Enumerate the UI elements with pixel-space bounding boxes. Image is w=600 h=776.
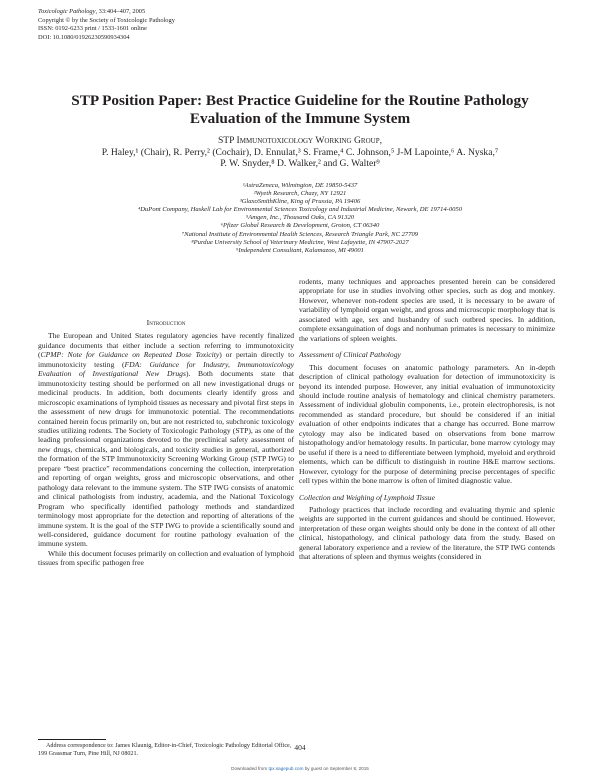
journal-header bbox=[38, 8, 175, 42]
affiliation-9: ⁹Independent Consultant, Kalamazoo, MI 49001 bbox=[236, 246, 364, 254]
title-line-1: STP Position Paper: Best Practice Guideline for the Routine Pathology bbox=[71, 92, 529, 109]
footnote-divider bbox=[38, 739, 106, 740]
clinical-pathology-paragraph: This document focuses on anatomic pathology parameters. An in-depth description of clinical pathology evaluation for detection of immunotoxicity is beyond its intended purpose. However, any initial evaluation of immunotoxicity should include routine analysis of hematology and clinical chemistry parameters. Assessment of individual globulin components, i.e., protein electrophoresis, is not recommended as standard procedure, but should be considered if an initial evaluation of other endpoints indicates that a change has occurred. Bone marrow cytology may also be indicated based on observations from bone marrow histopathology and/or hematology results. In particular, bone marrow cytology may be useful if there is a need to differentiate between lymphoid, myeloid and erythroid elements, which can be difficult to distinguish in routine H&E marrow sections. However, cytology for the purpose of determining precise percentages of specific cell types within the bone marrow is often of limited diagnostic value. bbox=[299, 362, 555, 486]
affiliation-3: ³GlaxoSmithKline, King of Prussia, PA 19406 bbox=[239, 198, 361, 206]
journal-volume: , 33:404–407, 2005 bbox=[95, 8, 146, 15]
author-list bbox=[30, 135, 570, 170]
doi-line: DOI: 10.1080/01926230590934304 bbox=[38, 33, 130, 41]
affiliation-1: ¹AstraZeneca, Wilmington, DE 19850-5437 bbox=[242, 182, 358, 189]
intro-text-b: ) or pertain directly to immunotoxicity testing ( bbox=[38, 350, 294, 369]
copyright-line: Copyright © by the Society of Toxicologic Pathology bbox=[38, 16, 175, 24]
working-group-name: STP Immunotoxicology Working Group, bbox=[217, 135, 383, 146]
intro-fda-title: FDA: Guidance for Industry, Immunotoxicology Evaluation of Investigational New Drugs bbox=[38, 359, 294, 379]
title-line-2: Evaluation of the Immune System bbox=[189, 109, 411, 127]
affiliations bbox=[40, 182, 560, 255]
affiliation-4: ⁴DuPont Company, Haskell Lab for Environmental Sciences Toxicology and Industrial Medicine, Newark, DE 19714-0050 bbox=[137, 206, 463, 214]
affiliation-6: ⁶Pfizer Global Research & Development, Groton, CT 06340 bbox=[220, 222, 380, 230]
affiliation-7: ⁷National Institute of Environmental Health Sciences, Research Triangle Park, NC 27709 bbox=[181, 230, 419, 238]
journal-name: Toxicologic Pathology bbox=[38, 8, 96, 15]
introduction-heading: Introduction bbox=[146, 318, 186, 327]
download-suffix: by guest on September 8, 2015 bbox=[303, 766, 369, 771]
page-number: 404 bbox=[294, 743, 306, 752]
intro-cpmp-title: CPMP: Note for Guidance on Repeated Dose Toxicity bbox=[40, 350, 220, 360]
download-notice bbox=[0, 766, 600, 771]
paper-title bbox=[30, 92, 570, 127]
affiliation-2: ²Wyeth Research, Chazy, NY 12921 bbox=[253, 190, 347, 198]
correspondence-footnote: Address correspondence to: James Klaunig, Editor-in-Chief, Toxicologic Pathology Editorial Office, 199 Grassmar Turn, Pine Hill, NJ 08021. bbox=[38, 743, 292, 757]
lymphoid-tissue-paragraph: Pathology practices that include recording and evaluating thymic and splenic weights are supported in the current guidances and should be continued. However, interpretation of these organ weights should only be done in the context of all other clinical, histopathology, and clinical pathology data from the study. Based on general laboratory experience and a review of the literature, the STP IWG contends that alterations of spleen and thymus weights (considered in bbox=[299, 504, 555, 562]
right-column bbox=[299, 277, 555, 562]
clinical-pathology-heading: Assessment of Clinical Pathology bbox=[299, 350, 401, 360]
intro-text-a: The European and United States regulatory agencies have recently finalized guidance documents that either include a section referring to immunotoxicity ( bbox=[38, 331, 294, 360]
affiliation-5: ⁵Amgen, Inc., Thousand Oaks, CA 91320 bbox=[245, 214, 355, 222]
continued-paragraph: rodents, many techniques and approaches presented herein can be considered appropriate for use in studies involving other species, such as dog and monkey. However, whenever non-rodent species are used, it is necessary to be aware of variability of lymphoid organ weight, and gross and microscopic morphology that is associated with age, sex and husbandry of such outbred species. In addition, complete exsanguination of dogs and nonhuman primates is necessary to minimize the variations of spleen weights. bbox=[299, 277, 555, 343]
author-line-2: P. W. Snyder,⁸ D. Walker,² and G. Walter⁹ bbox=[220, 158, 380, 170]
journal-citation bbox=[38, 8, 175, 17]
intro-paragraph-1 bbox=[38, 331, 294, 548]
affiliation-8: ⁸Purdue University School of Veterinary Medicine, West Lafayette, IN 47907-2027 bbox=[191, 238, 409, 246]
intro-paragraph-2: While this document focuses primarily on collection and evaluation of lymphoid tissues from specific pathogen free bbox=[38, 548, 294, 568]
issn-line: ISSN: 0192-6233 print / 1533-1601 online bbox=[38, 25, 147, 33]
lymphoid-tissue-heading: Collection and Weighing of Lymphoid Tissue bbox=[299, 492, 435, 502]
download-link[interactable]: tpx.sagepub.com bbox=[268, 766, 304, 771]
author-line-1: P. Haley,¹ (Chair), R. Perry,² (Cochair), D. Ennulat,³ S. Frame,⁴ C. Johnson,⁵ J-M Lapointe,⁶ A. Nyska,⁷ bbox=[101, 146, 499, 158]
download-prefix: Downloaded from bbox=[231, 766, 269, 771]
intro-text-c: ). Both documents state that immunotoxicity testing should be performed on all new investigational drugs or medicinal products. In addition, both documents clearly identify gross and microscopic examinations of lymphoid tissues as necessary and pivotal first steps in the assessment of new drugs for immunotoxic potential. The recommendations contained herein focus primarily on, but are not restricted to, subchronic toxicology studies utilizing rodents. The Society of Toxicologic Pathology (STP), as one of the leading professional organizations devoted to the preclinical safety assessment of new drugs, chemicals, and biologicals, and toxicity studies in general, authorized the formation of the STP Immunotoxicity Screening Working Group (STP IWG) to prepare “best practice” recommendations concerning the collection, interpretation and reporting of organ weights, gross and microscopic observations, and other pathology data relevant to the immune system. The STP IWG consists of anatomic and clinical pathologists from industry, academia, and the National Toxicology Program who specifically identified pathology methods and standardized terminology most appropriate for the detection and reporting of alterations of the immune system. It is the goal of the STP IWG to provide a scientifically sound and well-considered, guidance document for routine pathology evaluation of the immune system. bbox=[38, 369, 294, 549]
left-column bbox=[38, 318, 294, 568]
